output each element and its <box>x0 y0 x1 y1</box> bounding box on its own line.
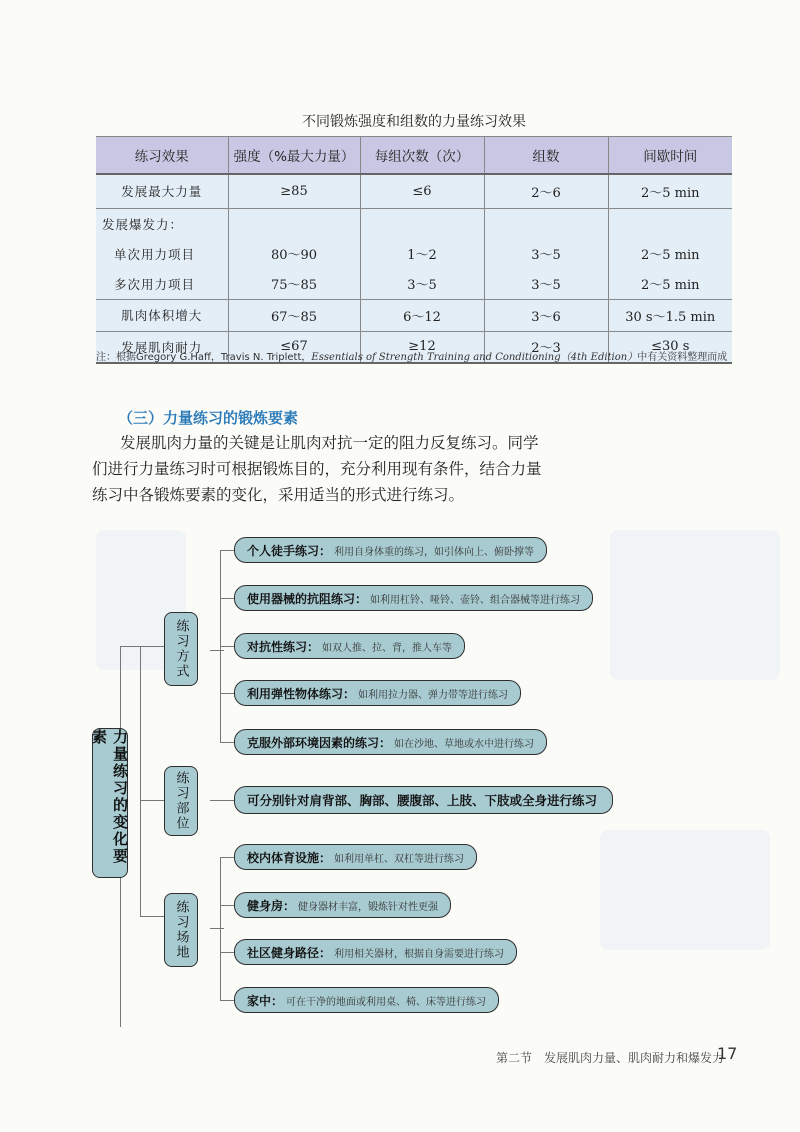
node-desc: 健身器材丰富，锻炼针对性更强 <box>298 901 439 913</box>
node-title: 校内体育设施： <box>247 850 332 865</box>
node-home <box>234 987 499 1013</box>
node-title: 利用弹性物体练习： <box>247 686 356 701</box>
cell-sets: 3～5 <box>484 239 608 269</box>
connector-line <box>210 650 224 651</box>
note-edition: （4th Edition） <box>560 352 638 363</box>
table-source-note <box>96 348 736 363</box>
cell-rest: ≤30 s <box>608 331 732 363</box>
cell-rest: 2～5 min <box>608 239 732 269</box>
cell-intensity: 67～85 <box>228 299 360 331</box>
connector-line <box>120 1026 121 1027</box>
table-row <box>96 239 732 269</box>
header-rest: 间歇时间 <box>608 137 732 175</box>
node-bodyweight-training <box>234 537 547 563</box>
node-title: 社区健身路径： <box>247 945 332 960</box>
connector-line <box>220 646 234 647</box>
cell-reps: 3～5 <box>360 269 484 300</box>
connector-line <box>220 952 234 953</box>
cell-rest: 30 s～1.5 min <box>608 299 732 331</box>
cell-effect: 发展肌肉耐力 <box>96 331 228 363</box>
node-title: 可分别针对肩背部、胸部、腰腹部、上肢、下肢或全身进行练习 <box>247 793 598 808</box>
node-community-fitness-path <box>234 939 517 965</box>
page-number: 17 <box>717 1044 738 1063</box>
category-method: 练习方式 <box>164 612 198 686</box>
cell-sets: 3～6 <box>484 299 608 331</box>
body-paragraph-line: 发展肌肉力量的关键是让肌肉对抗一定的阻力反复练习。同学 <box>120 434 539 452</box>
node-desc: 如利用单杠、双杠等进行练习 <box>334 853 465 865</box>
connector-line <box>140 646 141 916</box>
node-title: 使用器械的抗阻练习： <box>247 591 368 606</box>
connector-line <box>220 550 234 551</box>
cell-rest: 2～5 min <box>608 174 732 208</box>
category-body-part: 练习部位 <box>164 766 198 836</box>
running-footer: 第二节 发展肌肉力量、肌肉耐力和爆发力 <box>496 1051 725 1065</box>
note-suffix: 中有关资料整理而成 <box>637 352 728 363</box>
node-title: 个人徒手练习： <box>247 543 332 558</box>
cell-reps: ≥12 <box>360 331 484 363</box>
node-title: 家中： <box>247 993 284 1008</box>
connector-line <box>140 916 166 917</box>
cell-sets <box>484 208 608 239</box>
connector-line <box>220 857 234 858</box>
header-intensity: 强度（%最大力量） <box>228 137 360 175</box>
cell-effect: 单次用力项目 <box>96 239 228 269</box>
node-desc: 如利用拉力器、弹力带等进行练习 <box>358 689 509 701</box>
node-desc: 如利用杠铃、哑铃、壶铃、组合器械等进行练习 <box>370 594 581 606</box>
cell-rest <box>608 208 732 239</box>
cell-intensity <box>228 208 360 239</box>
header-effect: 练习效果 <box>96 137 228 175</box>
connector-line <box>220 598 234 599</box>
node-partner-training <box>234 633 465 659</box>
node-desc: 利用自身体重的练习，如引体向上、俯卧撑等 <box>334 546 535 558</box>
cell-reps: 6～12 <box>360 299 484 331</box>
cell-sets: 2～3 <box>484 331 608 363</box>
cell-intensity: 80～90 <box>228 239 360 269</box>
cell-effect: 肌肉体积增大 <box>96 299 228 331</box>
connector-line <box>210 800 234 801</box>
header-sets: 组数 <box>484 137 608 175</box>
cell-sets: 2～6 <box>484 174 608 208</box>
note-prefix: 注：根据Gregory G.Haff，Travis N. Triplett， <box>96 352 312 363</box>
background-illustration <box>610 530 780 680</box>
training-effects-table <box>96 136 732 364</box>
node-gym <box>234 892 451 918</box>
connector-line <box>220 742 234 743</box>
node-title: 克服外部环境因素的练习： <box>247 735 392 750</box>
connector-line <box>220 693 234 694</box>
connector-line <box>210 928 224 929</box>
cell-reps: ≤6 <box>360 174 484 208</box>
cell-intensity: ≥85 <box>228 174 360 208</box>
node-elastic-training <box>234 680 521 706</box>
cell-intensity: ≤67 <box>228 331 360 363</box>
cell-sets: 3～5 <box>484 269 608 300</box>
cell-effect: 多次用力项目 <box>96 269 228 300</box>
category-venue: 练习场地 <box>164 893 198 967</box>
node-desc: 如在沙地、草地或水中进行练习 <box>394 738 535 750</box>
node-environment-training <box>234 729 547 755</box>
cell-effect: 发展最大力量 <box>96 174 228 208</box>
cell-reps <box>360 208 484 239</box>
body-paragraph-line: 练习中各锻炼要素的变化，采用适当的形式进行练习。 <box>92 486 465 504</box>
cell-reps: 1～2 <box>360 239 484 269</box>
cell-rest: 2～5 min <box>608 269 732 300</box>
node-equipment-resistance <box>234 585 593 611</box>
body-paragraph-line: 们进行力量练习时可根据锻炼目的，充分利用现有条件，结合力量 <box>92 460 542 478</box>
mindmap-root: 力量练习的变化要素 <box>92 728 128 878</box>
table-row <box>96 208 732 239</box>
node-title: 对抗性练习： <box>247 639 320 654</box>
cell-effect: 发展爆发力： <box>96 208 228 239</box>
connector-line <box>220 857 221 1000</box>
connector-line <box>220 1000 234 1001</box>
node-body-parts <box>234 786 613 814</box>
table-header-row <box>96 137 732 175</box>
node-desc: 如双人推、拉、背，推人车等 <box>322 642 453 654</box>
node-desc: 利用相关器材，根据自身需要进行练习 <box>334 948 505 960</box>
background-illustration <box>600 830 770 950</box>
connector-line <box>140 800 166 801</box>
table-row <box>96 174 732 208</box>
node-desc: 可在干净的地面或利用桌、椅、床等进行练习 <box>286 996 487 1008</box>
header-reps: 每组次数（次） <box>360 137 484 175</box>
note-book-title: Essentials of Strength Training and Conditioning <box>311 352 561 363</box>
node-school-facilities <box>234 844 477 870</box>
connector-line <box>120 646 166 647</box>
cell-intensity: 75～85 <box>228 269 360 300</box>
table-row <box>96 269 732 300</box>
connector-line <box>220 905 234 906</box>
section-heading: （三）力量练习的锻炼要素 <box>118 409 299 427</box>
node-title: 健身房： <box>247 898 296 913</box>
table-row <box>96 299 732 331</box>
table-title: 不同锻炼强度和组数的力量练习效果 <box>302 114 526 130</box>
